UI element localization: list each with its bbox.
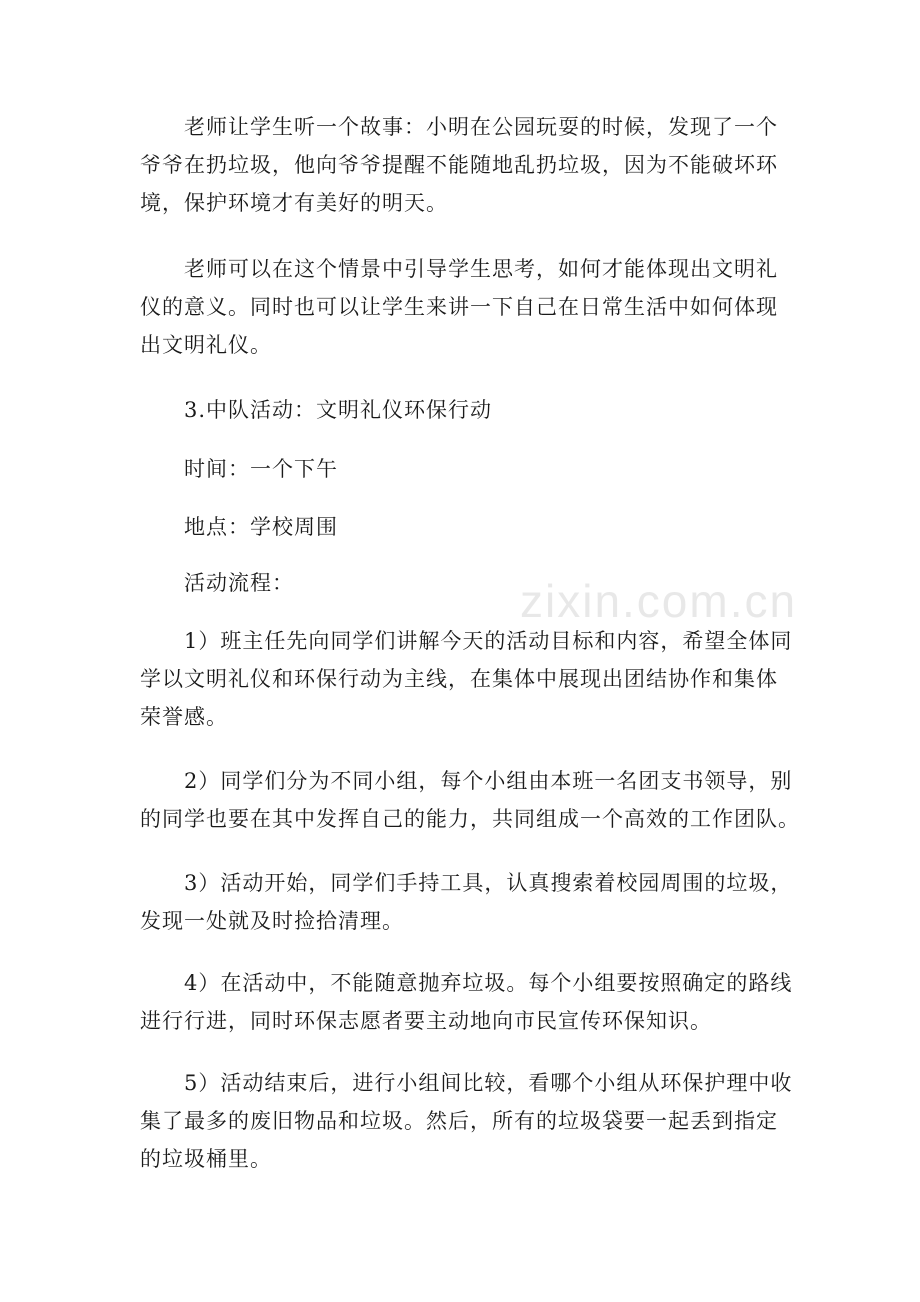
text-line: 老师让学生听一个故事：小明在公园玩耍的时候，发现了一个 <box>184 115 778 139</box>
text-line: 4）在活动中，不能随意抛弃垃圾。每个小组要按照确定的路线 <box>184 971 793 995</box>
list-item-1 <box>140 622 800 736</box>
list-item-3 <box>140 864 800 940</box>
text-line: 1）班主任先向同学们讲解今天的活动目标和内容，希望全体同 <box>184 629 793 653</box>
text-line: 进行行进，同时环保志愿者要主动地向市民宣传环保知识。 <box>140 1009 712 1033</box>
list-item-5 <box>140 1064 800 1178</box>
list-item-4 <box>140 964 800 1040</box>
text-line: 出文明礼仪。 <box>140 333 272 357</box>
paragraph-guidance <box>140 250 800 364</box>
text-line: 活动流程： <box>184 571 294 595</box>
text-line: 荣誉感。 <box>140 705 228 729</box>
text-line: 老师可以在这个情景中引导学生思考，如何才能体现出文明礼 <box>184 257 778 281</box>
text-line: 爷爷在扔垃圾，他向爷爷提醒不能随地乱扔垃圾，因为不能破坏环 <box>140 153 778 177</box>
text-line: 的同学也要在其中发挥自己的能力，共同组成一个高效的工作团队。 <box>140 807 800 831</box>
section-heading <box>140 391 800 429</box>
text-line: 发现一处就及时捡拾清理。 <box>140 909 404 933</box>
list-item-2 <box>140 762 800 838</box>
text-line: 集了最多的废旧物品和垃圾。然后，所有的垃圾袋要一起丢到指定 <box>140 1109 778 1133</box>
text-line: 地点：学校周围 <box>184 515 338 539</box>
text-line: 5）活动结束后，进行小组间比较，看哪个小组从环保护理中收 <box>184 1071 793 1095</box>
watermark: zixin.com.cn <box>520 575 798 627</box>
text-line: 3）活动开始，同学们手持工具，认真搜索着校园周围的垃圾， <box>184 871 793 895</box>
text-line: 时间：一个下午 <box>184 457 338 481</box>
paragraph-location <box>140 508 800 546</box>
paragraph-process-title <box>140 564 800 602</box>
text-line: 2）同学们分为不同小组，每个小组由本班一名团支书领导，别 <box>184 769 793 793</box>
text-line: 的垃圾桶里。 <box>140 1147 272 1171</box>
text-line: 学以文明礼仪和环保行动为主线，在集体中展现出团结协作和集体 <box>140 667 778 691</box>
heading-text: 3.中队活动：文明礼仪环保行动 <box>184 398 493 422</box>
paragraph-time <box>140 450 800 488</box>
text-line: 仪的意义。同时也可以让学生来讲一下自己在日常生活中如何体现 <box>140 295 778 319</box>
text-line: 境，保护环境才有美好的明天。 <box>140 191 448 215</box>
paragraph-story <box>140 108 800 222</box>
